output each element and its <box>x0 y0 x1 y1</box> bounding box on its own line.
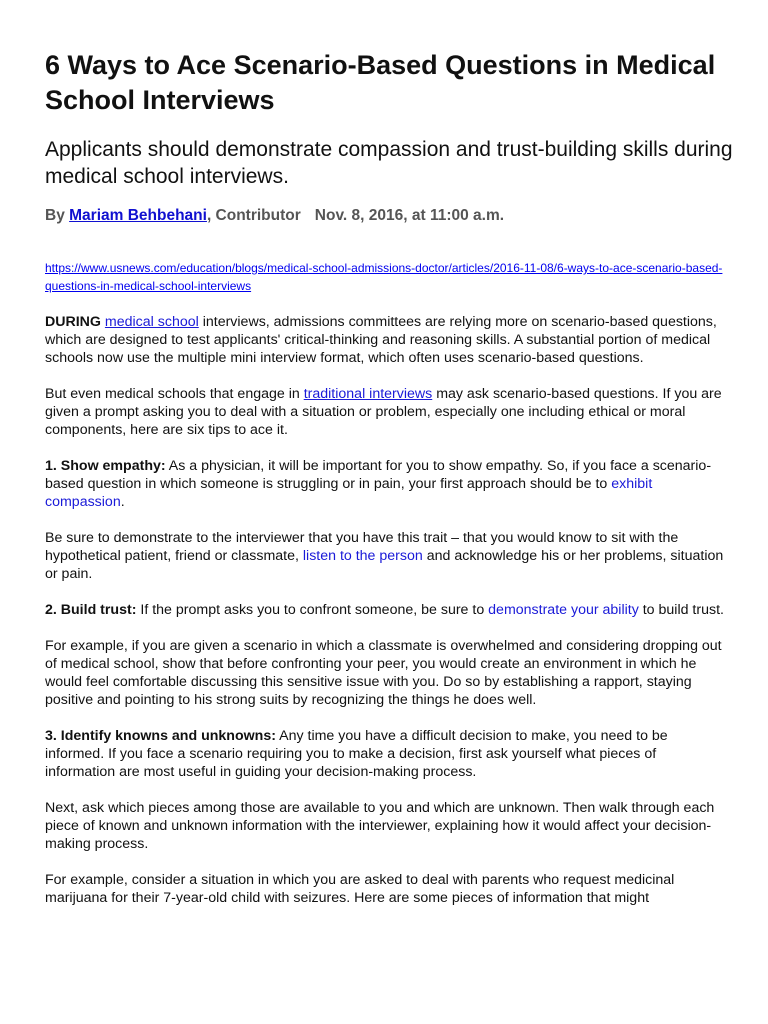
author-role: , Contributor <box>206 207 301 224</box>
paragraph-text: may ask scenario-based questions. If you are given a prompt asking you to deal with a situation or problem, especially one including ethical or moral components, here are six tips to ace it. <box>45 386 722 438</box>
listen-to-person-link[interactable]: listen to the person <box>302 548 423 564</box>
exhibit-compassion-link[interactable]: exhibit compassion <box>45 476 653 510</box>
author-link[interactable]: Mariam Behbehani <box>69 207 207 224</box>
paragraph-text: . <box>120 494 125 510</box>
article-subtitle: Applicants should demonstrate compassion and trust-building skills during medical school interviews. <box>45 138 733 188</box>
lead-word: DURING <box>45 314 101 330</box>
paragraph-traditional <box>45 385 725 439</box>
byline-prefix: By <box>45 207 70 224</box>
paragraph-tip-2-example: For example, if you are given a scenario in which a classmate is overwhelmed and considering dropping out of medical school, show that before confronting your peer, you would create an environment in which he would feel comfortable discussing this sensitive issue with you. Do so by establishing a rapport, staying positive and pointing to his strong suits by recognizing the things he does well. <box>45 638 722 708</box>
paragraph-text: If the prompt asks you to confront someone, be sure to <box>136 602 489 618</box>
tip-heading: 2. Build trust: <box>45 602 137 618</box>
paragraph-text: interviews, admissions committees are relying more on scenario-based questions, which are designed to test applicants' critical-thinking and reasoning skills. A substantial portion of medical schools now use the multiple mini interview format, which often uses scenario-based questions. <box>45 314 717 366</box>
paragraph-tip-3-example: For example, consider a situation in which you are asked to deal with parents who request medicinal marijuana for their 7-year-old child with seizures. Here are some pieces of information that might <box>45 872 675 906</box>
source-url-link[interactable]: https://www.usnews.com/education/blogs/medical-school-admissions-doctor/articles/2016-11-08/6-ways-to-ace-scenario-based-questions-in-medical-school-interviews <box>45 261 723 293</box>
paragraph-text: But even medical schools that engage in <box>45 386 304 402</box>
paragraph-text: As a physician, it will be important for you to show empathy. So, if you face a scenario-based question in which someone is struggling or in pain, your first approach should be to <box>45 458 712 492</box>
traditional-interviews-link[interactable]: traditional interviews <box>303 386 433 402</box>
paragraph-tip-2 <box>45 601 725 619</box>
paragraph-tip-1 <box>45 457 725 511</box>
paragraph-text: Be sure to demonstrate to the interviewer that you have this trait – that you would know to sit with the hypothetical patient, friend or classmate, <box>45 530 679 564</box>
publish-date: Nov. 8, 2016, at 11:00 a.m. <box>314 207 505 224</box>
tip-heading: 3. Identify knowns and unknowns: <box>45 728 276 744</box>
paragraph-tip-3 <box>45 727 725 781</box>
paragraph-text: and acknowledge his or her problems, situation or pain. <box>45 548 724 582</box>
demonstrate-ability-link[interactable]: demonstrate your ability <box>488 602 639 618</box>
tip-heading: 1. Show empathy: <box>45 458 166 474</box>
paragraph-tip-3-detail: Next, ask which pieces among those are available to you and which are unknown. Then walk through each piece of known and unknown information with the interviewer, explaining how it would affect your decision-making process. <box>45 800 715 852</box>
paragraph-text: Any time you have a difficult decision to make, you need to be informed. If you face a scenario requiring you to make a decision, first ask yourself what pieces of information are most useful in guiding your decision-making process. <box>45 728 668 780</box>
article-body <box>45 313 725 925</box>
paragraph-text: to build trust. <box>638 602 724 618</box>
paragraph-tip-1-detail <box>45 529 725 583</box>
article-title: 6 Ways to Ace Scenario-Based Questions in Medical School Interviews <box>45 50 716 115</box>
byline <box>45 207 504 225</box>
medical-school-link[interactable]: medical school <box>104 314 199 330</box>
paragraph-intro <box>45 313 725 367</box>
